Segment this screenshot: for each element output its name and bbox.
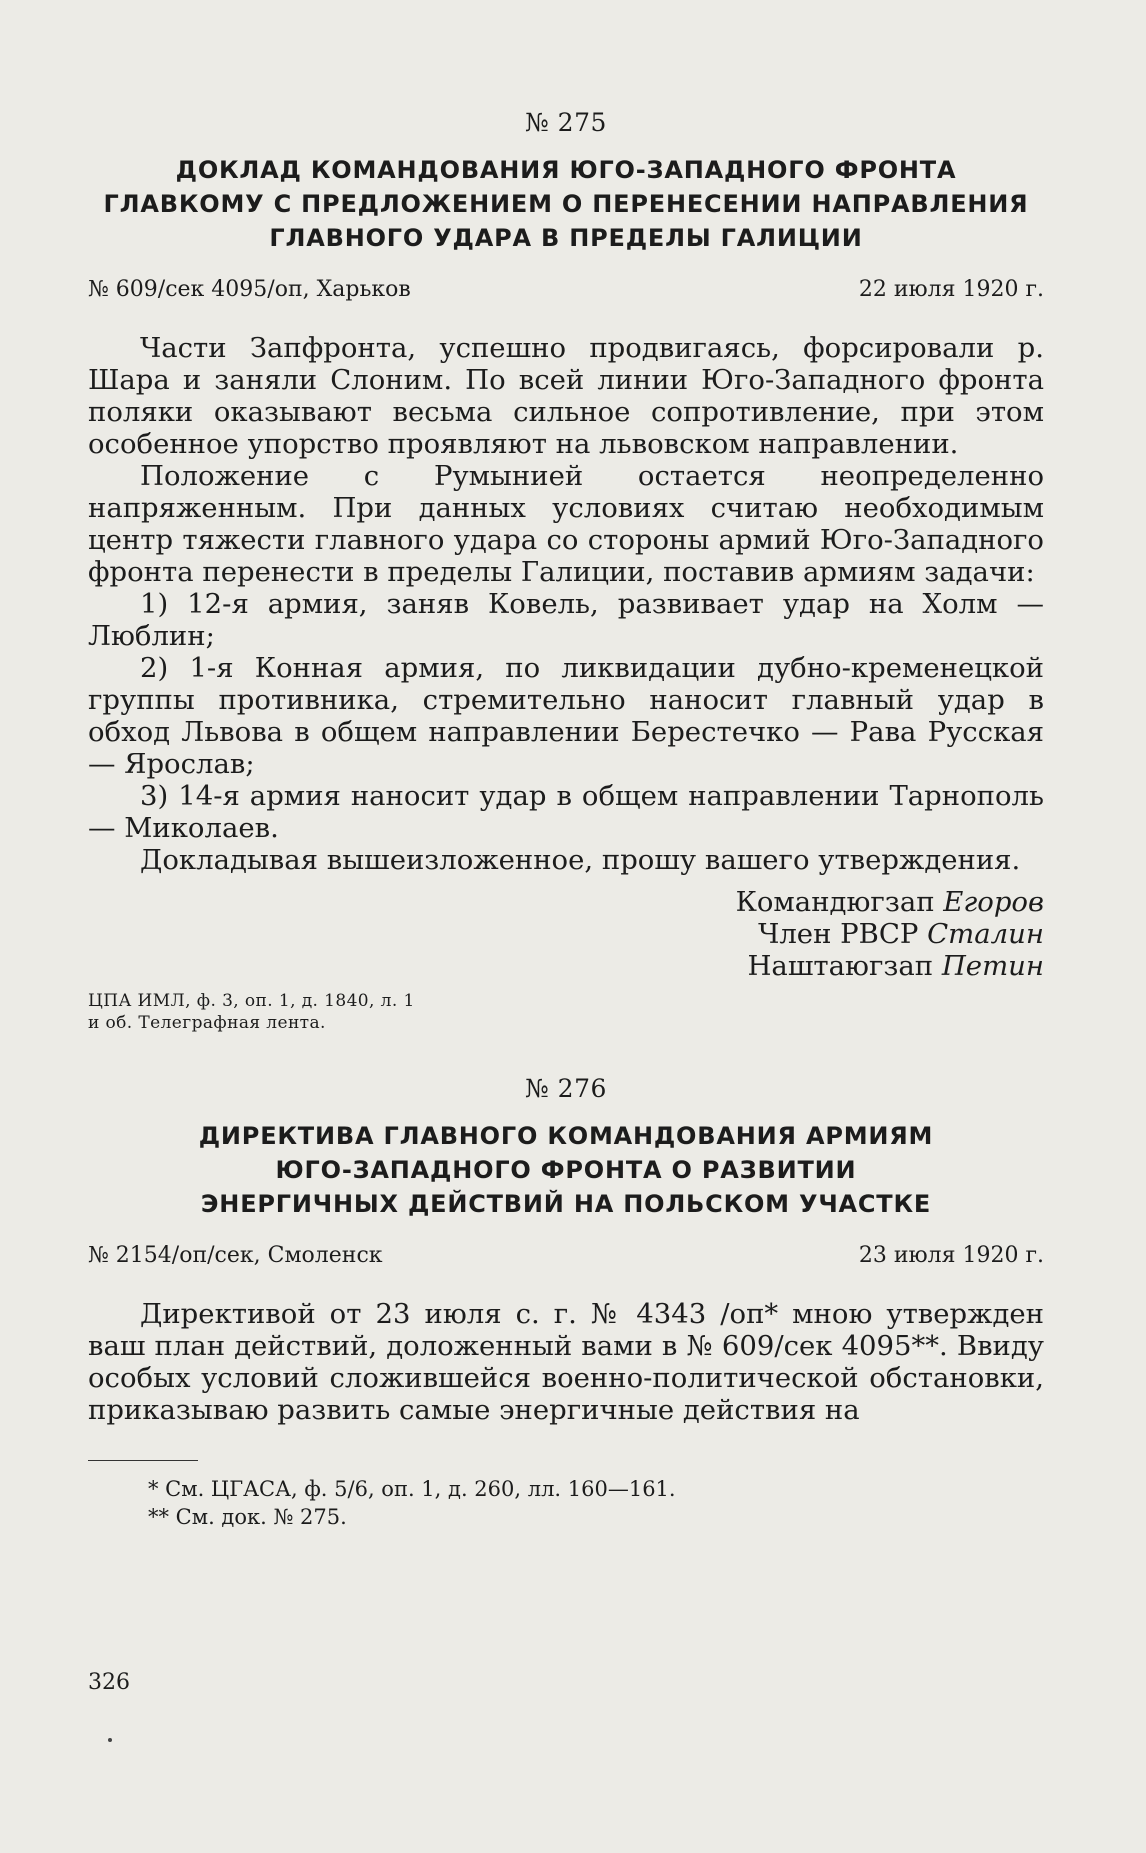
doc275-title-line: ДОКЛАД КОМАНДОВАНИЯ ЮГО-ЗАПАДНОГО ФРОНТА (175, 156, 957, 184)
signature-name: Сталин (927, 918, 1044, 950)
doc276-number: № 276 (525, 1074, 607, 1103)
doc276-body (88, 1298, 1044, 1426)
footnote-divider (88, 1460, 198, 1461)
doc275-date: 22 июля 1920 г. (858, 277, 1044, 302)
doc276-ref: № 2154/оп/сек, Смоленск (88, 1243, 383, 1268)
doc275-title-line: ГЛАВНОГО УДАРА В ПРЕДЕЛЫ ГАЛИЦИИ (269, 224, 863, 252)
signature-role: Член РВСР (758, 918, 919, 950)
footnote: ** См. док. № 275. (148, 1505, 347, 1529)
doc275-paragraph: Положение с Румынией остается неопределенно напряженным. При данных условиях считаю необходимым центр тяжести главного удара со стороны армий Юго-Западного фронта перенести в пределы Галиции, поставив армиям задачи: (88, 460, 1044, 588)
footnote: * См. ЦГАСА, ф. 5/6, оп. 1, д. 260, лл. 160—161. (148, 1477, 676, 1501)
doc275-meta (88, 277, 1044, 302)
doc275-paragraph: 1) 12-я армия, заняв Ковель, развивает удар на Холм — Люблин; (88, 588, 1044, 652)
doc276-paragraph: Директивой от 23 июля с. г. № 4343 /оп* мною утвержден ваш план действий, доложенный вами в № 609/сек 4095**. Ввиду особых условий сложившейся военно-политической обстановки, приказываю развить самые энергичные действия на (88, 1298, 1044, 1426)
signature-line (88, 918, 1044, 950)
doc276-date: 23 июля 1920 г. (858, 1243, 1044, 1268)
doc276-title-line: ЮГО-ЗАПАДНОГО ФРОНТА О РАЗВИТИИ (275, 1156, 857, 1184)
doc275-paragraph: Части Запфронта, успешно продвигаясь, форсировали р. Шара и заняли Слоним. По всей линии Юго-Западного фронта поляки оказывают весьма сильное сопротивление, при этом особенное упорство проявляют на львовском направлении. (88, 332, 1044, 460)
signature-line (88, 886, 1044, 918)
doc276-title-line: ЭНЕРГИЧНЫХ ДЕЙСТВИЙ НА ПОЛЬСКОМ УЧАСТКЕ (200, 1190, 932, 1218)
signature-line (88, 950, 1044, 982)
doc276-meta (88, 1243, 1044, 1268)
print-speck (108, 1738, 112, 1742)
page-number: 326 (88, 1670, 130, 1695)
doc276-title-line: ДИРЕКТИВА ГЛАВНОГО КОМАНДОВАНИЯ АРМИЯМ (198, 1122, 934, 1150)
signature-role: Наштаюгзап (747, 950, 934, 982)
doc275-body (88, 332, 1044, 876)
source-line: и об. Телеграфная лента. (88, 1013, 326, 1033)
doc275-source (88, 990, 1044, 1034)
doc275-title-line: ГЛАВКОМУ С ПРЕДЛОЖЕНИЕМ О ПЕРЕНЕСЕНИИ НАПРАВЛЕНИЯ (103, 190, 1029, 218)
doc275-number: № 275 (525, 108, 607, 137)
signature-role: Командюгзап (735, 886, 935, 918)
source-line: ЦПА ИМЛ, ф. 3, оп. 1, д. 1840, л. 1 (88, 991, 415, 1011)
doc275-paragraph: 2) 1-я Конная армия, по ликвидации дубно-кременецкой группы противника, стремительно наносит главный удар в обход Львова в общем направлении Берестечко — Рава Русская — Ярослав; (88, 652, 1044, 780)
signature-name: Петин (941, 950, 1044, 982)
doc275-paragraph: Докладывая вышеизложенное, прошу вашего утверждения. (140, 844, 1021, 876)
doc275-signatures (88, 886, 1044, 982)
doc275-paragraph: 3) 14-я армия наносит удар в общем направлении Тарнополь — Миколаев. (88, 780, 1044, 844)
doc276-title (88, 1119, 1044, 1221)
doc275-title (88, 153, 1044, 255)
footnotes (88, 1475, 1044, 1531)
doc275-ref: № 609/сек 4095/оп, Харьков (88, 277, 411, 302)
signature-name: Егоров (943, 886, 1044, 918)
